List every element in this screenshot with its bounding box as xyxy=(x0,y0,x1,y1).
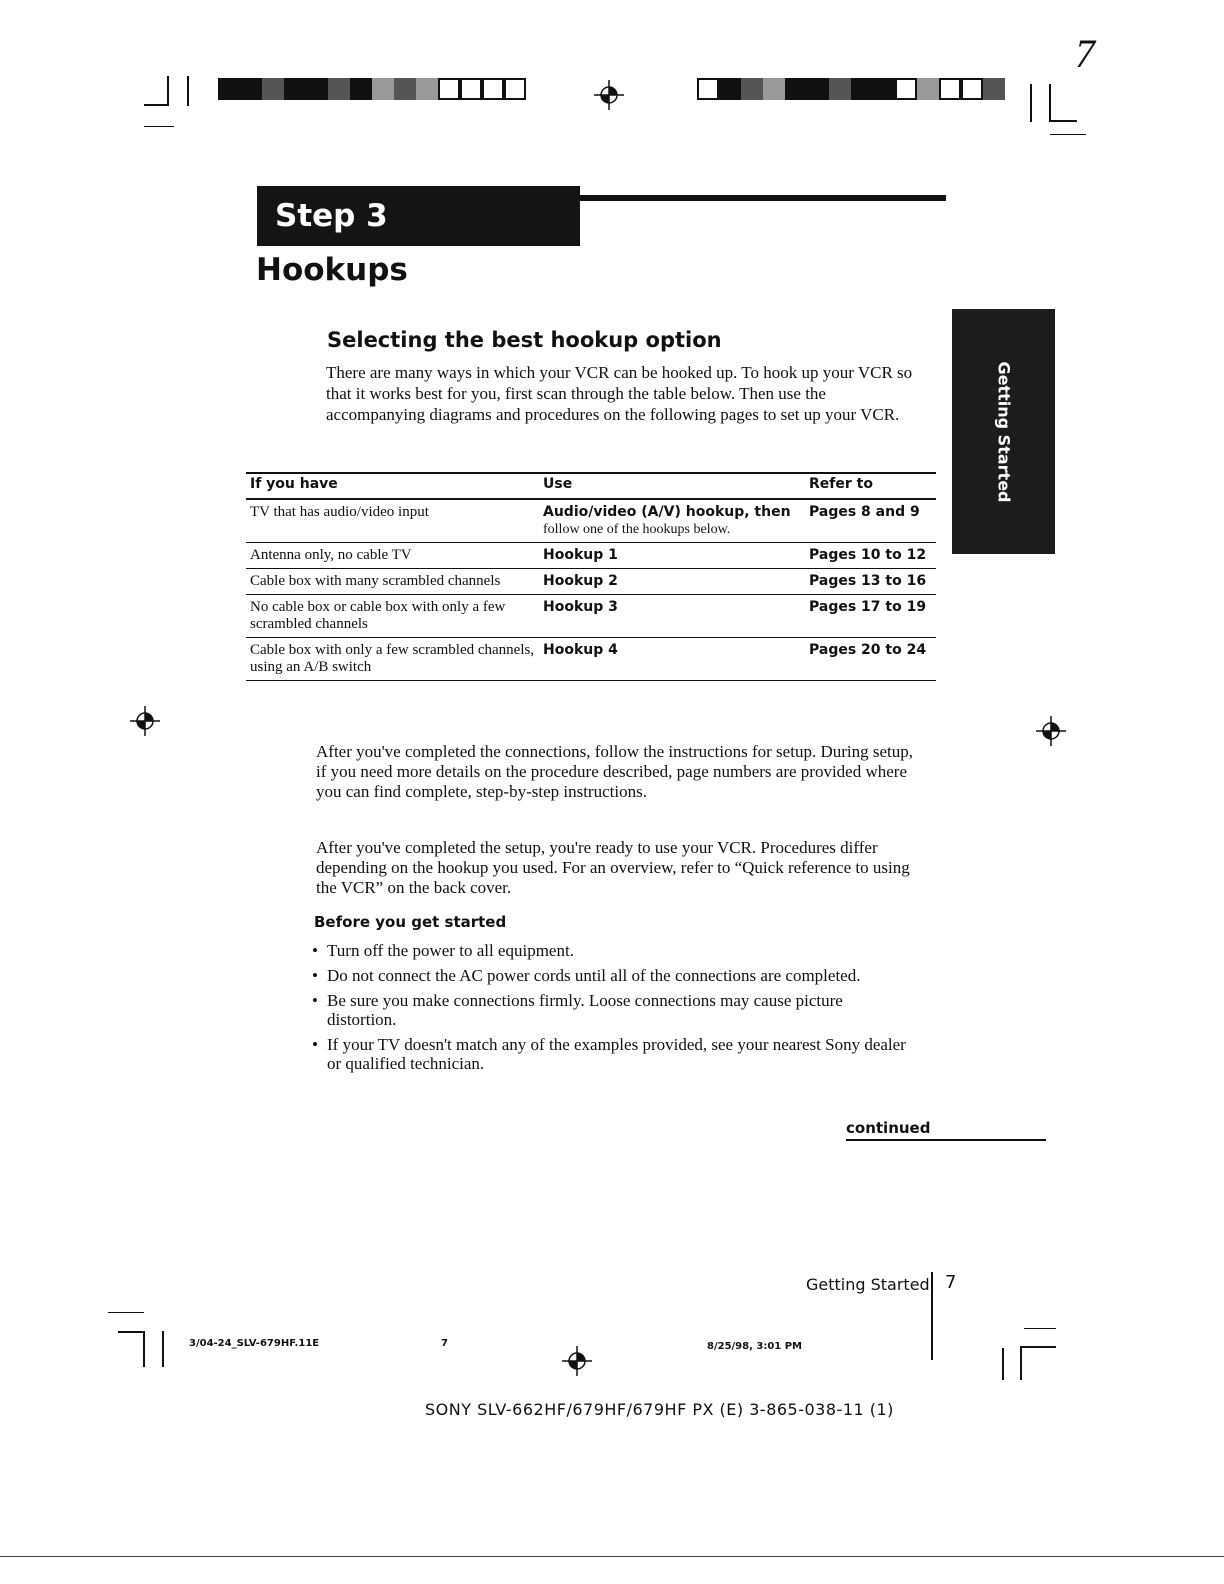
cell-use xyxy=(539,595,805,638)
cell-have: Antenna only, no cable TV xyxy=(246,543,539,569)
intro-paragraph: There are many ways in which your VCR can be hooked up. To hook up your VCR so that it works best for you, first scan through the table below. Then use the accompanying diagrams and procedures on the following pages to set up your VCR. xyxy=(326,363,913,424)
cell-use xyxy=(539,569,805,595)
footer-page-number: 7 xyxy=(945,1272,957,1293)
cell-use-main: Hookup 1 xyxy=(543,547,618,563)
cell-use xyxy=(539,543,805,569)
cell-refer: Pages 17 to 19 xyxy=(805,595,936,638)
crop-mark xyxy=(118,1331,144,1333)
cell-use-note: follow one of the hookups below. xyxy=(543,522,731,537)
color-bar-left xyxy=(218,78,526,100)
continued-label: continued xyxy=(846,1119,931,1137)
table-row xyxy=(246,595,936,638)
cell-use xyxy=(539,638,805,681)
crop-mark xyxy=(162,1331,164,1367)
cell-use-main: Hookup 4 xyxy=(543,642,618,658)
cell-refer: Pages 8 and 9 xyxy=(805,499,936,543)
crop-mark xyxy=(144,126,174,127)
side-tab xyxy=(952,309,1055,554)
registration-target-icon xyxy=(1036,716,1066,746)
precautions-list xyxy=(312,941,912,1079)
table-row xyxy=(246,543,936,569)
crop-mark xyxy=(108,1312,144,1313)
crop-mark xyxy=(187,76,189,106)
table-row xyxy=(246,499,936,543)
registration-target-icon xyxy=(594,80,624,110)
cell-refer: Pages 20 to 24 xyxy=(805,638,936,681)
slug-page: 7 xyxy=(441,1338,448,1349)
cell-use-main: Audio/video (A/V) hookup, then xyxy=(543,504,791,520)
list-item: • Be sure you make connections firmly. Loose connections may cause picture distortion. xyxy=(312,991,912,1029)
product-code-line: SONY SLV-662HF/679HF/679HF PX (E) 3-865-038-11 (1) xyxy=(425,1400,894,1419)
list-item: • If your TV doesn't match any of the examples provided, see your nearest Sony dealer or qualified technician. xyxy=(312,1035,912,1073)
registration-target-icon xyxy=(130,706,160,736)
cell-have: No cable box or cable box with only a few scrambled channels xyxy=(246,595,539,638)
footer-section: Getting Started xyxy=(806,1275,930,1294)
side-tab-label: Getting Started xyxy=(994,361,1013,502)
crop-mark xyxy=(1002,1348,1004,1380)
setup-paragraph: After you've completed the connections, follow the instructions for setup. During setup, if you need more details on the procedure described, page numbers are provided where you can find complete, step-by-step instructions. xyxy=(316,742,913,801)
ready-paragraph: After you've completed the setup, you're ready to use your VCR. Procedures differ depending on the hookup you used. For an overview, refer to “Quick reference to using the VCR” on the back cover. xyxy=(316,838,910,897)
table-row xyxy=(246,638,936,681)
crop-mark xyxy=(143,1331,145,1367)
crop-mark xyxy=(1050,134,1086,135)
table-row xyxy=(246,569,936,595)
slug-file: 3/04-24_SLV-679HF.11E xyxy=(189,1338,320,1349)
crop-mark xyxy=(1024,1328,1056,1329)
crop-mark xyxy=(144,104,169,106)
crop-mark xyxy=(167,76,169,106)
column-header: Use xyxy=(539,473,805,499)
section-title: Selecting the best hookup option xyxy=(327,328,722,352)
cell-have: Cable box with only a few scrambled channels, using an A/B switch xyxy=(246,638,539,681)
hookup-table xyxy=(246,472,936,681)
cell-refer: Pages 10 to 12 xyxy=(805,543,936,569)
cell-have: Cable box with many scrambled channels xyxy=(246,569,539,595)
cell-use-main: Hookup 3 xyxy=(543,599,618,615)
crop-mark xyxy=(1020,1346,1022,1380)
footer-divider xyxy=(931,1272,933,1360)
continued-rule xyxy=(846,1139,1046,1141)
step-rule xyxy=(580,195,946,201)
table-header-row xyxy=(246,473,936,499)
color-bar-right xyxy=(697,78,1005,100)
page-edge-rule xyxy=(0,1556,1224,1557)
crop-mark xyxy=(1030,84,1032,122)
list-item: • Do not connect the AC power cords until all of the connections are completed. xyxy=(312,966,912,985)
step-banner: Step 3 xyxy=(257,186,580,246)
cell-have: TV that has audio/video input xyxy=(246,499,539,543)
page-title: Hookups xyxy=(256,252,408,288)
crop-mark xyxy=(1049,120,1077,122)
cell-refer: Pages 13 to 16 xyxy=(805,569,936,595)
column-header: If you have xyxy=(246,473,539,499)
cell-use xyxy=(539,499,805,543)
list-item: • Turn off the power to all equipment. xyxy=(312,941,912,960)
column-header: Refer to xyxy=(805,473,936,499)
crop-mark xyxy=(1020,1346,1056,1348)
slug-date: 8/25/98, 3:01 PM xyxy=(707,1341,803,1352)
before-heading: Before you get started xyxy=(314,913,507,931)
page-number-top: 7 xyxy=(1075,31,1095,76)
cell-use-main: Hookup 2 xyxy=(543,573,618,589)
crop-mark xyxy=(1049,84,1051,122)
registration-target-icon xyxy=(562,1346,592,1376)
